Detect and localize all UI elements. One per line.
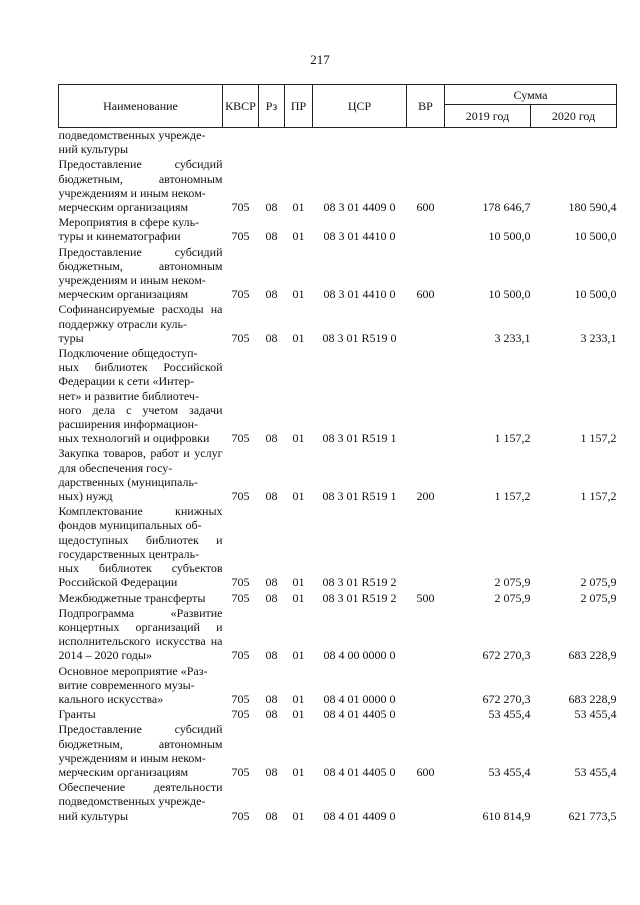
row-kvsr: 705 <box>231 330 250 345</box>
row-vr <box>407 128 445 158</box>
row-csr: 08 4 01 4405 0 <box>323 707 396 722</box>
row-vr <box>407 664 445 708</box>
row-rz: 08 <box>265 287 278 302</box>
row-vr <box>407 346 445 446</box>
row-pr: 01 <box>292 691 305 706</box>
row-rz: 08 <box>265 200 278 215</box>
row-sum-2020: 10 500,0 <box>574 287 617 302</box>
row-pr: 01 <box>292 648 305 663</box>
row-sum-2019: 1 157,2 <box>494 489 531 504</box>
row-rz: 08 <box>265 648 278 663</box>
row-csr: 08 3 01 R519 0 <box>322 330 397 345</box>
header-vr: ВР <box>407 85 445 128</box>
row-kvsr: 705 <box>231 648 250 663</box>
row-kvsr: 705 <box>231 764 250 779</box>
table-row <box>59 215 617 244</box>
row-kvsr: 705 <box>231 287 250 302</box>
row-name: Предоставление субсидий бюджетным, автономным учреждениям и иным неком- мерческим организациям <box>58 244 223 302</box>
row-name: Подпрограмма «Развитие концертных организаций и исполнительского искусства на 2014 – 2020 годы» <box>58 605 223 663</box>
row-sum-2020 <box>531 128 617 158</box>
row-rz: 08 <box>265 764 278 779</box>
table-row <box>59 128 617 158</box>
row-pr: 01 <box>292 330 305 345</box>
table-row <box>59 606 617 664</box>
budget-table <box>58 84 617 824</box>
row-kvsr <box>223 128 259 158</box>
row-kvsr: 705 <box>231 707 250 722</box>
row-sum-2020: 180 590,4 <box>568 200 617 215</box>
row-kvsr: 705 <box>231 808 250 823</box>
row-name: Гранты <box>58 707 96 722</box>
row-sum-2020: 2 075,9 <box>580 575 617 590</box>
row-sum-2019: 610 814,9 <box>482 808 531 823</box>
row-kvsr: 705 <box>231 575 250 590</box>
row-csr: 08 3 01 R519 1 <box>322 431 397 446</box>
row-vr <box>407 302 445 346</box>
row-sum-2019: 53 455,4 <box>488 707 531 722</box>
row-pr: 01 <box>292 229 305 244</box>
row-sum-2019: 10 500,0 <box>488 229 531 244</box>
header-pr: ПР <box>285 85 313 128</box>
row-kvsr: 705 <box>231 691 250 706</box>
row-pr: 01 <box>292 431 305 446</box>
row-pr: 01 <box>292 489 305 504</box>
row-sum-2019: 178 646,7 <box>482 200 531 215</box>
row-rz: 08 <box>265 808 278 823</box>
row-sum-2019: 10 500,0 <box>488 287 531 302</box>
row-sum-2019: 2 075,9 <box>494 590 531 605</box>
row-vr: 600 <box>416 287 435 302</box>
table-row <box>59 722 617 780</box>
row-pr: 01 <box>292 590 305 605</box>
row-pr: 01 <box>292 200 305 215</box>
page-number: 217 <box>310 52 330 67</box>
row-sum-2020: 10 500,0 <box>574 229 617 244</box>
row-rz: 08 <box>265 330 278 345</box>
row-name: Мероприятия в сфере куль- туры и кинематографии <box>58 215 200 244</box>
row-rz: 08 <box>265 575 278 590</box>
header-year-2019: 2019 год <box>445 105 531 128</box>
row-vr <box>407 215 445 244</box>
row-sum-2020: 1 157,2 <box>580 431 617 446</box>
row-vr: 600 <box>416 200 435 215</box>
table-row <box>59 446 617 504</box>
row-sum-2019: 672 270,3 <box>482 648 531 663</box>
row-sum-2019 <box>445 128 531 158</box>
row-sum-2020: 53 455,4 <box>574 707 617 722</box>
row-name: Закупка товаров, работ и услуг для обеспечения госу- дарственных (муниципаль- ных) нужд <box>58 446 223 504</box>
row-sum-2019: 672 270,3 <box>482 691 531 706</box>
table-row <box>59 157 617 215</box>
row-rz: 08 <box>265 489 278 504</box>
row-rz: 08 <box>265 707 278 722</box>
row-csr: 08 3 01 4410 0 <box>323 287 396 302</box>
row-sum-2020: 1 157,2 <box>580 489 617 504</box>
row-rz: 08 <box>265 431 278 446</box>
table-row <box>59 707 617 722</box>
row-pr: 01 <box>292 707 305 722</box>
header-sum: Сумма <box>445 85 617 105</box>
row-name: Софинансируемые расходы на поддержку отрасли куль- туры <box>58 302 223 345</box>
row-sum-2019: 1 157,2 <box>494 431 531 446</box>
row-rz: 08 <box>265 590 278 605</box>
table-row <box>59 780 617 824</box>
row-csr: 08 3 01 4410 0 <box>323 229 396 244</box>
table-body <box>59 128 617 824</box>
row-pr: 01 <box>292 575 305 590</box>
row-name: Межбюджетные трансферты <box>58 590 206 605</box>
row-rz: 08 <box>265 229 278 244</box>
row-rz: 08 <box>265 691 278 706</box>
header-csr: ЦСР <box>313 85 407 128</box>
header-rz: Рз <box>259 85 285 128</box>
row-name: подведомственных учрежде- ний культуры <box>58 128 206 157</box>
table-row <box>59 302 617 346</box>
row-sum-2019: 53 455,4 <box>488 764 531 779</box>
row-sum-2020: 683 228,9 <box>568 648 617 663</box>
row-name: Обеспечение деятельности подведомственных учрежде- ний культуры <box>58 780 223 823</box>
row-sum-2020: 53 455,4 <box>574 764 617 779</box>
row-pr: 01 <box>292 764 305 779</box>
row-name: Основное мероприятие «Раз- витие современного музы- кального искусства» <box>58 663 208 706</box>
row-kvsr: 705 <box>231 200 250 215</box>
table-row <box>59 664 617 708</box>
row-sum-2019: 3 233,1 <box>494 330 531 345</box>
header-name: Наименование <box>59 85 223 128</box>
row-pr: 01 <box>292 808 305 823</box>
row-sum-2020: 683 228,9 <box>568 691 617 706</box>
row-csr: 08 3 01 R519 1 <box>322 489 397 504</box>
row-pr: 01 <box>292 287 305 302</box>
row-rz <box>259 128 285 158</box>
row-vr <box>407 780 445 824</box>
row-vr <box>407 504 445 590</box>
row-sum-2020: 2 075,9 <box>580 590 617 605</box>
row-name: Предоставление субсидий бюджетным, автономным учреждениям и иным неком- мерческим организациям <box>58 157 223 215</box>
row-csr: 08 3 01 R519 2 <box>322 575 397 590</box>
table-row <box>59 346 617 446</box>
row-csr <box>313 128 407 158</box>
row-pr <box>285 128 313 158</box>
row-vr <box>407 606 445 664</box>
header-year-2020: 2020 год <box>531 105 617 128</box>
row-csr: 08 3 01 4409 0 <box>323 200 396 215</box>
table-row <box>59 504 617 590</box>
row-csr: 08 4 01 4405 0 <box>323 764 396 779</box>
row-sum-2019: 2 075,9 <box>494 575 531 590</box>
row-vr: 500 <box>416 590 435 605</box>
row-vr: 200 <box>416 489 435 504</box>
header-kvsr: КВСР <box>223 85 259 128</box>
row-vr <box>407 707 445 722</box>
table-row <box>59 245 617 303</box>
row-kvsr: 705 <box>231 590 250 605</box>
row-name: Подключение общедоступ- ных библиотек Российской Федерации к сети «Интер- нет» и развитие библиотеч- ного дела с учетом задачи расширения информацион- ных технологий и оцифровки <box>58 346 223 446</box>
row-name: Предоставление субсидий бюджетным, автономным учреждениям и иным неком- мерческим организациям <box>58 722 223 779</box>
row-csr: 08 4 00 0000 0 <box>323 648 396 663</box>
row-sum-2020: 621 773,5 <box>568 808 617 823</box>
row-kvsr: 705 <box>231 431 250 446</box>
row-sum-2020: 3 233,1 <box>580 330 617 345</box>
row-csr: 08 3 01 R519 2 <box>322 590 397 605</box>
table-header <box>59 85 617 128</box>
row-kvsr: 705 <box>231 229 250 244</box>
row-name: Комплектование книжных фондов муниципальных об- щедоступных библиотек и государственных централь- ных библиотек субъектов Российской Федерации <box>58 504 223 590</box>
row-kvsr: 705 <box>231 489 250 504</box>
row-vr: 600 <box>416 764 435 779</box>
row-csr: 08 4 01 0000 0 <box>323 691 396 706</box>
row-csr: 08 4 01 4409 0 <box>323 808 396 823</box>
table-row <box>59 591 617 606</box>
